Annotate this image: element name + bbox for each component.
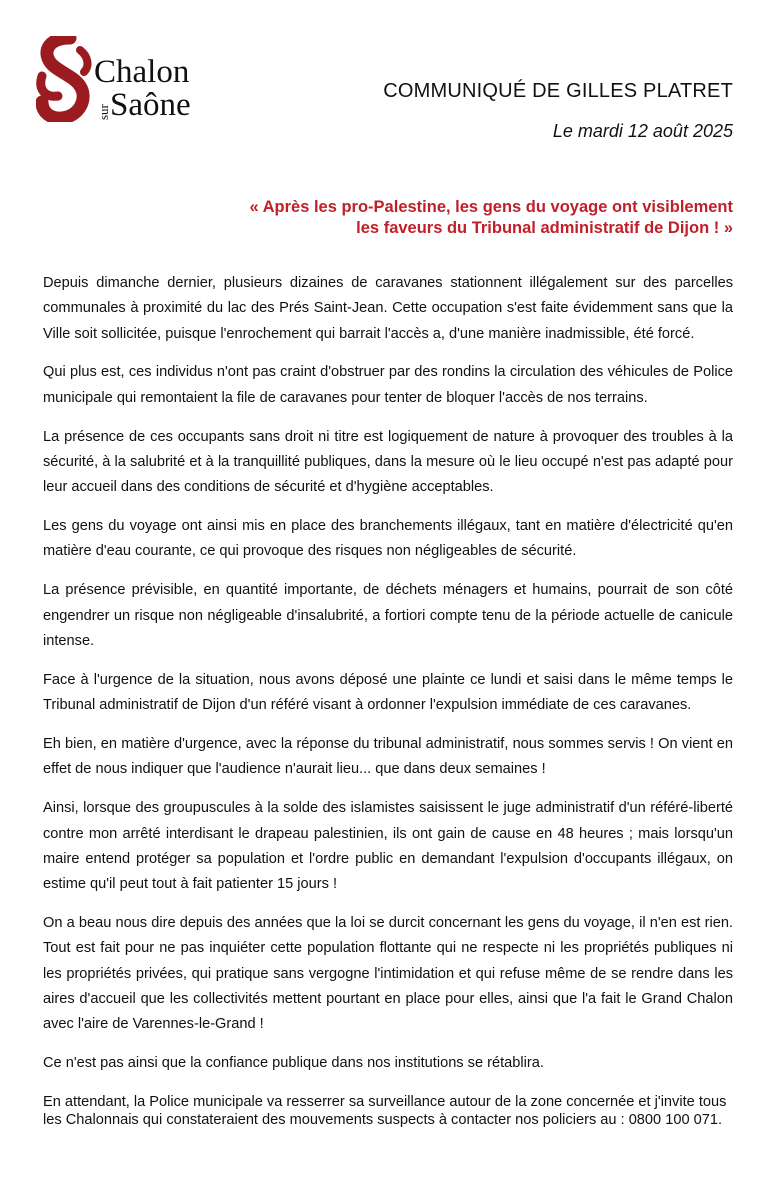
paragraph: Qui plus est, ces individus n'ont pas craint d'obstruer par des rondins la circulation des véhicules de Police municipale qui remontaient la file de caravanes pour tenter de bloquer l'accès de nos terrains.: [43, 364, 733, 406]
communique-date: Le mardi 12 août 2025: [552, 121, 733, 141]
paragraph: Face à l'urgence de la situation, nous avons déposé une plainte ce lundi et saisi dans le même temps le Tribunal administratif de Dijon d'un référé visant à ordonner l'expulsion immédiate de ces caravanes.: [43, 671, 733, 714]
closing-paragraph: En attendant, la Police municipale va resserrer sa surveillance autour de la zone concernée et j'invite tous les Chalonnais qui constateraient des mouvements suspects à contacter nos policiers au : 0800 100 071.: [43, 1094, 727, 1128]
headline-line-1: « Après les pro-Palestine, les gens du voyage ont visiblement: [249, 198, 733, 216]
communique-title: COMMUNIQUÉ DE GILLES PLATRET: [383, 80, 733, 102]
paragraph: La présence de ces occupants sans droit ni titre est logiquement de nature à provoquer des troubles à la sécurité, à la salubrité et à la tranquillité publiques, dans la mesure où le lieu occupé n'est pas adapté pour leur accueil dans des conditions de sécurité et d'hygiène acceptables.: [43, 428, 733, 496]
logo-text-sur: sur: [96, 104, 111, 120]
paragraph: La présence prévisible, en quantité importante, de déchets ménagers et humains, pourrait de son côté engendrer un risque non négligeable d'insalubrité, a fortiori compte tenu de la période actuelle de canicule intense.: [43, 582, 733, 649]
paragraph: Ce n'est pas ainsi que la confiance publique dans nos institutions se rétablira.: [43, 1055, 544, 1072]
communique-body: [43, 271, 733, 1143]
headline: [93, 197, 733, 239]
chalon-sur-saone-logo: [36, 36, 216, 122]
city-emblem-icon: [36, 36, 94, 122]
paragraph: On a beau nous dire depuis des années que la loi se durcit concernant les gens du voyage, il n'en est rien. Tout est fait pour ne pas inquiéter cette population flottante qui ne respecte ni les propriétés publiques ni les propriétés privées, qui pratique sans vergogne l'intimidation et qui refuse même de se rendre dans les aires d'accueil que les collectivités mettent pourtant en place pour elles, ainsi que l'a fait le Grand Chalon avec l'aire de Varennes-le-Grand !: [43, 914, 733, 1033]
paragraph: Eh bien, en matière d'urgence, avec la réponse du tribunal administratif, nous sommes servis ! On vient en effet de nous indiquer que l'audience n'aurait lieu... que dans deux semaines !: [43, 736, 733, 778]
headline-line-2: les faveurs du Tribunal administratif de Dijon ! »: [356, 219, 733, 237]
paragraph: Ainsi, lorsque des groupuscules à la solde des islamistes saisissent le juge administratif d'un référé-liberté contre mon arrêté interdisant le drapeau palestinien, ils ont gain de cause en 48 heures ; mais lorsqu'un maire entend protéger sa population et l'ordre public en demandant l'expulsion d'occupants illégaux, on estime qu'il peut tout à fait patienter 15 jours !: [43, 800, 733, 893]
paragraph: Depuis dimanche dernier, plusieurs dizaines de caravanes stationnent illégalement sur des parcelles communales à proximité du lac des Prés Saint-Jean. Cette occupation s'est faite évidemment sans que la Ville soit sollicitée, puisque l'enrochement qui barrait l'accès a, d'une manière inadmissible, été forcé.: [43, 275, 733, 342]
paragraph: Les gens du voyage ont ainsi mis en place des branchements illégaux, tant en matière d'électricité qu'en matière d'eau courante, ce qui provoque des risques non négligeables de sécurité.: [43, 518, 733, 560]
logo-text-saone: Saône: [110, 87, 191, 123]
logo-text-chalon: Chalon: [94, 54, 190, 90]
